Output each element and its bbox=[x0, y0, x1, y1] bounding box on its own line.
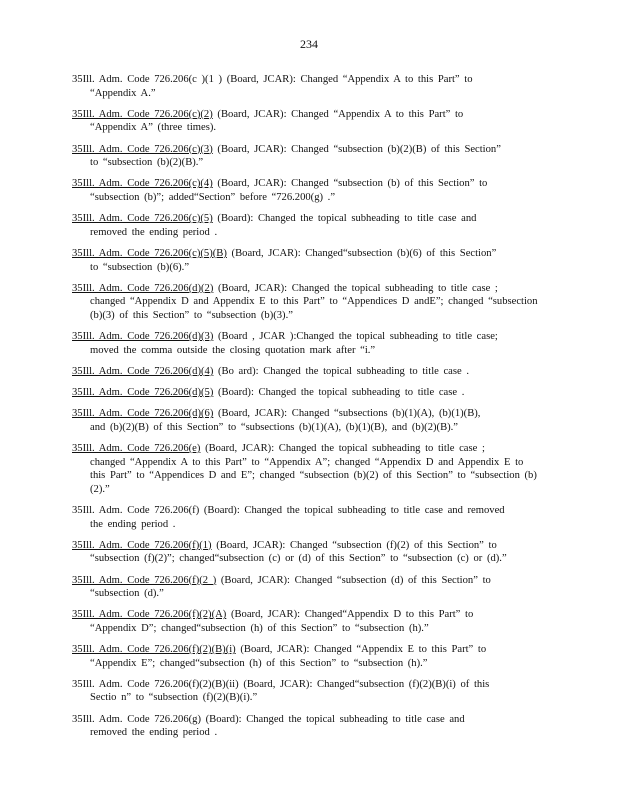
amendment-entry bbox=[72, 442, 542, 496]
change-description-continued: to “subsection (b)(6).” bbox=[90, 261, 190, 273]
code-citation: 35Ill. Adm. Code 726.206(c)(5) bbox=[72, 213, 213, 225]
code-citation: 35Ill. Adm. Code 726.206(d)(6) bbox=[72, 408, 214, 420]
code-citation: 35Ill. Adm. Code 726.206(f)(2)(A) bbox=[72, 609, 227, 621]
change-description: (Board): Changed the topical subheading to title case and bbox=[205, 713, 465, 725]
amendment-entry bbox=[72, 365, 542, 379]
change-description: (Board, JCAR): Changed “subsection (b) of this Section” to bbox=[217, 178, 488, 190]
change-description: (Board, JCAR): Changed the topical subheading to title case ; bbox=[218, 282, 498, 294]
change-description: (Board, JCAR): Changed “subsections (b)(1)(A), (b)(1)(B), bbox=[218, 408, 481, 420]
change-description-continued: the ending period . bbox=[90, 518, 176, 530]
code-citation: 35Ill. Adm. Code 726.206(d)(4) bbox=[72, 365, 214, 377]
change-description-continued: and (b)(2)(B) of this Section” to “subsections (b)(1)(A), (b)(1)(B), and (b)(2)(B).” bbox=[90, 421, 459, 433]
change-description-continued: “Appendix A.” bbox=[90, 87, 156, 99]
change-description: (Board, JCAR): Changed “subsection (b)(2)(B) of this Section” bbox=[217, 143, 501, 155]
change-description-continued: removed the ending period . bbox=[90, 226, 218, 238]
page-number: 234 bbox=[300, 37, 318, 51]
change-description: (Board, JCAR): Changed “Appendix E to this Part” to bbox=[240, 644, 487, 656]
code-citation: 35Ill. Adm. Code 726.206(c)(4) bbox=[72, 178, 213, 190]
amendment-entry bbox=[72, 282, 542, 323]
change-description-continued: “Appendix A” (three times). bbox=[90, 122, 217, 134]
code-citation: 35Ill. Adm. Code 726.206(c)(5)(B) bbox=[72, 247, 227, 259]
amendment-list bbox=[72, 73, 542, 747]
change-description: (Board): Changed the topical subheading to title case . bbox=[218, 387, 465, 399]
amendment-entry bbox=[72, 643, 542, 670]
amendment-entry bbox=[72, 108, 542, 135]
amendment-entry bbox=[72, 407, 542, 434]
change-description-continued: changed “Appendix D and Appendix E to this Part” to “Appendices D andE”; changed “subsection (b)(3) of this Section” to “subsection (b)(3).” bbox=[90, 296, 538, 321]
change-description: (Board, JCAR): Changed“subsection (f)(2)(B)(i) of this bbox=[243, 678, 490, 690]
change-description: (Board, JCAR): Changed “Appendix A to this Part” to bbox=[226, 74, 473, 85]
change-description-continued: “subsection (b)”; added“Section” before “726.200(g) .” bbox=[90, 191, 336, 203]
code-citation: 35Ill. Adm. Code 726.206(f)(1) bbox=[72, 539, 212, 551]
code-citation: 35Ill. Adm. Code 726.206(d)(3) bbox=[72, 331, 214, 343]
change-description: (Board , JCAR ):Changed the topical subheading to title case; bbox=[218, 331, 498, 343]
change-description-continued: removed the ending period . bbox=[90, 727, 218, 739]
amendment-entry bbox=[72, 143, 542, 170]
amendment-entry bbox=[72, 386, 542, 400]
amendment-entry bbox=[72, 177, 542, 204]
code-citation: 35Ill. Adm. Code 726.206(d)(5) bbox=[72, 387, 214, 399]
change-description: (Board): Changed the topical subheading to title case and bbox=[217, 213, 477, 225]
code-citation: 35Ill. Adm. Code 726.206(c )(1 ) bbox=[72, 74, 223, 85]
code-citation: 35Ill. Adm. Code 726.206(g) bbox=[72, 713, 201, 725]
change-description: (Board): Changed the topical subheading to title case and removed bbox=[203, 504, 505, 516]
change-description: (Board, JCAR): Changed“subsection (b)(6) of this Section” bbox=[231, 247, 497, 259]
change-description: (Bo ard): Changed the topical subheading to title case . bbox=[218, 365, 470, 377]
amendment-entry bbox=[72, 713, 542, 740]
change-description-continued: “subsection (f)(2)”; changed“subsection (c) or (d) of this Section” to “subsection (c) or (d).” bbox=[90, 553, 507, 565]
amendment-entry bbox=[72, 73, 542, 100]
change-description-continued: “Appendix E”; changed“subsection (h) of this Section” to “subsection (h).” bbox=[90, 657, 428, 669]
change-description-continued: “Appendix D”; changed“subsection (h) of this Section” to “subsection (h).” bbox=[90, 622, 429, 634]
change-description-continued: changed “Appendix A to this Part” to “Appendix A”; changed “Appendix D and Appendix E to this Part” to “Appendices D and E”; changed “subsection (b)(2) of this Section” to “subsection (b)(2).” bbox=[90, 456, 537, 495]
amendment-entry bbox=[72, 608, 542, 635]
change-description: (Board, JCAR): Changed“Appendix D to this Part” to bbox=[230, 609, 474, 621]
change-description: (Board, JCAR): Changed “Appendix A to this Part” to bbox=[217, 108, 464, 120]
change-description-continued: “subsection (d).” bbox=[90, 588, 164, 600]
code-citation: 35Ill. Adm. Code 726.206(f) bbox=[72, 504, 200, 516]
code-citation: 35Ill. Adm. Code 726.206(c)(3) bbox=[72, 143, 213, 155]
amendment-entry bbox=[72, 247, 542, 274]
code-citation: 35Ill. Adm. Code 726.206(e) bbox=[72, 443, 201, 454]
code-citation: 35Ill. Adm. Code 726.206(c)(2) bbox=[72, 108, 213, 120]
code-citation: 35Ill. Adm. Code 726.206(d)(2) bbox=[72, 282, 214, 294]
code-citation: 35Ill. Adm. Code 726.206(f)(2 ) bbox=[72, 574, 217, 586]
amendment-entry bbox=[72, 330, 542, 357]
code-citation: 35Ill. Adm. Code 726.206(f)(2)(B)(i) bbox=[72, 644, 236, 656]
amendment-entry bbox=[72, 539, 542, 566]
amendment-entry bbox=[72, 504, 542, 531]
change-description-continued: moved the comma outside the closing quotation mark after “i.” bbox=[90, 344, 376, 356]
change-description: (Board, JCAR): Changed “subsection (f)(2) of this Section” to bbox=[216, 539, 497, 551]
amendment-entry bbox=[72, 212, 542, 239]
change-description: (Board, JCAR): Changed “subsection (d) of this Section” to bbox=[220, 574, 491, 586]
amendment-entry bbox=[72, 574, 542, 601]
code-citation: 35Ill. Adm. Code 726.206(f)(2)(B)(ii) bbox=[72, 678, 239, 690]
amendment-entry bbox=[72, 678, 542, 705]
change-description-continued: Sectio n” to “subsection (f)(2)(B)(i).” bbox=[90, 692, 258, 704]
change-description: (Board, JCAR): Changed the topical subheading to title case ; bbox=[205, 443, 485, 454]
change-description-continued: to “subsection (b)(2)(B).” bbox=[90, 157, 204, 169]
